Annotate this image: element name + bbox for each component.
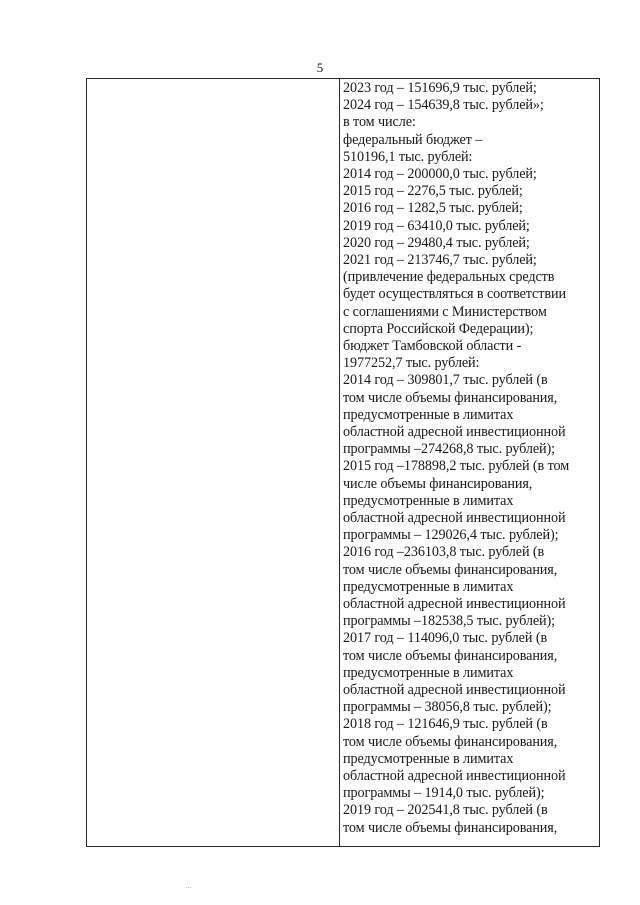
text-line: 2017 год – 114096,0 тыс. рублей (в <box>343 630 548 647</box>
text-line: предусмотренные в лимитах <box>343 664 514 681</box>
text-line: 2014 год – 200000,0 тыс. рублей; <box>343 166 537 182</box>
text-line: программы –274268,8 тыс. рублей); <box>343 441 556 458</box>
text-line: предусмотренные в лимитах <box>343 578 514 595</box>
text-line: 2019 год – 202541,8 тыс. рублей (в <box>343 802 548 819</box>
page-number: 5 <box>316 60 324 75</box>
text-line: 2023 год – 151696,9 тыс. рублей; <box>343 80 537 96</box>
text-line: программы – 38056,8 тыс. рублей); <box>343 699 552 716</box>
text-line: числе объемы финансирования, <box>343 475 533 492</box>
text-line: 2015 год –178898,2 тыс. рублей (в том <box>343 458 570 475</box>
text-line: том числе объемы финансирования, <box>343 733 558 750</box>
text-line: (привлечение федеральных средств <box>343 269 555 286</box>
text-line: областной адресной инвестиционной <box>343 510 566 526</box>
text-line: 2020 год – 29480,4 тыс. рублей; <box>343 234 530 251</box>
text-line: 2016 год –236103,8 тыс. рублей (в <box>343 544 545 561</box>
document-table <box>86 78 600 847</box>
text-line: предусмотренные в лимитах <box>343 750 514 767</box>
text-line: предусмотренные в лимитах <box>343 492 514 509</box>
text-line: том числе объемы финансирования, <box>343 561 558 578</box>
text-line: областной адресной инвестиционной <box>343 596 566 612</box>
text-line: том числе объемы финансирования, <box>343 389 558 406</box>
text-line: программы – 129026,4 тыс. рублей); <box>343 527 559 544</box>
text-line: областной адресной инвестиционной <box>343 768 566 784</box>
text-line: 2024 год – 154639,8 тыс. рублей»; <box>343 97 544 114</box>
text-line: областной адресной инвестиционной <box>343 424 566 440</box>
table-right-cell <box>343 80 597 847</box>
column-divider <box>339 79 340 846</box>
text-line: 2021 год – 213746,7 тыс. рублей; <box>343 252 537 268</box>
table-left-cell <box>87 79 339 846</box>
text-line: 510196,1 тыс. рублей: <box>343 148 473 165</box>
text-line: программы – 1914,0 тыс. рублей); <box>343 785 545 802</box>
text-line: областной адресной инвестиционной <box>343 682 566 698</box>
text-line: 2016 год – 1282,5 тыс. рублей; <box>343 200 523 217</box>
text-line: программы –182538,5 тыс. рублей); <box>343 613 556 630</box>
text-line: в том числе: <box>343 114 416 131</box>
text-line: 2014 год – 309801,7 тыс. рублей (в <box>343 372 548 389</box>
text-line: 2018 год – 121646,9 тыс. рублей (в <box>343 716 548 733</box>
text-line: том числе объемы финансирования, <box>343 647 558 664</box>
text-line: том числе объемы финансирования, <box>343 819 558 836</box>
scan-mark: ... <box>186 882 192 890</box>
text-line: спорта Российской Федерации); <box>343 320 534 337</box>
text-line: будет осуществляться в соответствии <box>343 286 566 303</box>
text-line: 1977252,7 тыс. рублей: <box>343 355 480 372</box>
text-line: бюджет Тамбовской области - <box>343 338 522 354</box>
text-line: 2019 год – 63410,0 тыс. рублей; <box>343 217 530 234</box>
text-line: предусмотренные в лимитах <box>343 406 514 423</box>
text-line: с соглашениями с Министерством <box>343 303 547 320</box>
text-line: 2015 год – 2276,5 тыс. рублей; <box>343 183 523 200</box>
text-line: федеральный бюджет – <box>343 131 483 148</box>
